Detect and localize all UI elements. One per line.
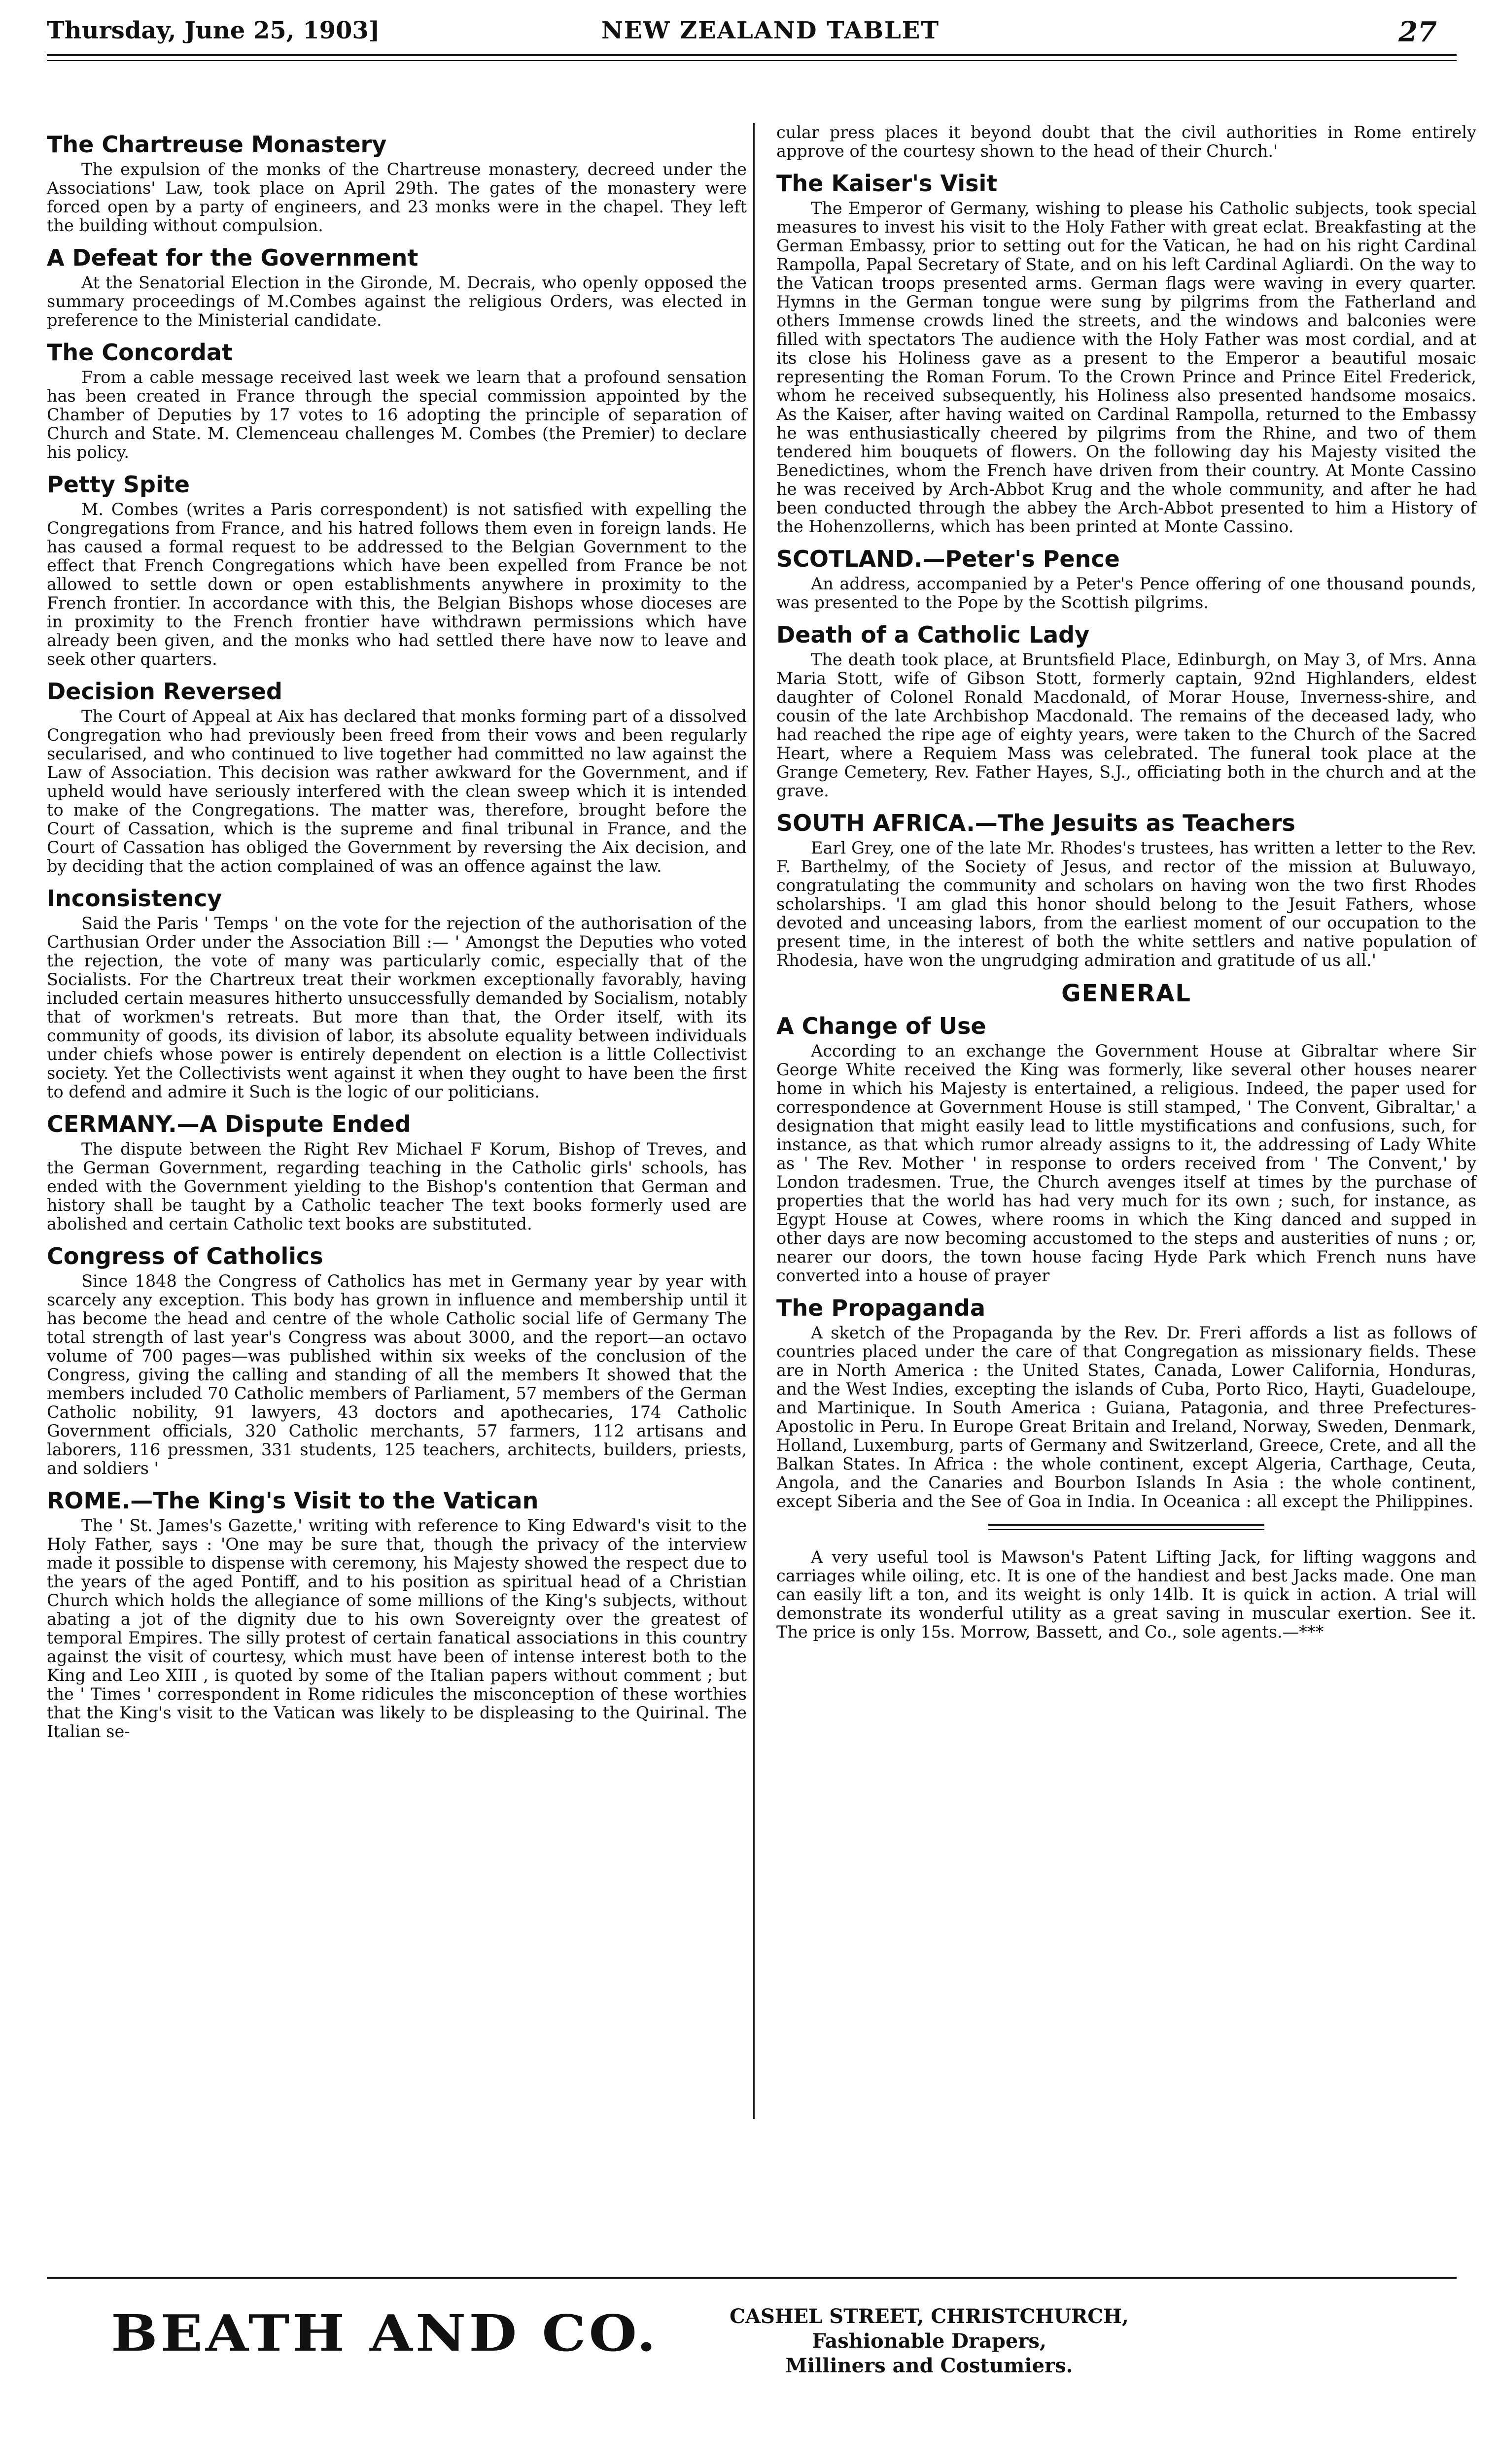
article-heading: Decision Reversed	[47, 678, 282, 705]
article-heading: CERMANY.—A Dispute Ended	[47, 1111, 411, 1137]
article-heading: The Kaiser's Visit	[776, 170, 998, 197]
article-heading: Congress of Catholics	[47, 1243, 323, 1269]
advertiser-details	[683, 2304, 1176, 2378]
advertiser-address: CASHEL STREET, CHRISTCHURCH, Fashionable Drapers,	[730, 2305, 1129, 2353]
article-body: M. Combes (writes a Paris correspondent) is not satisfied with expelling the Congregations from France, and his hatred follows them even in foreign lands. He has caused a formal request to be addressed to the Belgian Government to the effect that French Congregations which have been expelled from France be not allowed to settle down or open establishments anywhere in proximity to the French frontier. In accordance with this, the Belgian Bishops whose dioceses are in proximity to the French frontier have withdrawn permissions which have already been given, and the monks who had settled there have now to leave and seek other quarters.	[47, 500, 747, 669]
page-number: 27	[1398, 16, 1437, 48]
article-body: The ' St. James's Gazette,' writing with reference to King Edward's visit to the Holy Father, says : 'One may be sure that, though the privacy of the interview made it possible to dispense with ceremony, his Majesty showed the respect due to the years of the aged Pontiff, and to his position as spiritual head of a Christian Church which holds the allegiance of some millions of the King's subjects, without abating a jot of the dignity due to his own Sovereignty over the greatest of temporal Empires. The silly protest of certain fanatical associations in this country against the visit of courtesy, which must have been of intense interest both to the King and Leo XIII , is quoted by some of the Italian papers without comment ; but the ' Times ' correspondent in Rome ridicules the misconception of these worthies that the King's visit to the Vatican was likely to be displeasing to the Quirinal. The Italian se-	[47, 1516, 747, 1741]
article	[47, 678, 747, 876]
article-heading: The Chartreuse Monastery	[47, 131, 387, 158]
newspaper-title: NEW ZEALAND TABLET	[601, 17, 940, 44]
article-body: Said the Paris ' Temps ' on the vote for the rejection of the authorisation of the Carthusian Order under the Association Bill :— ' Amongst the Deputies who voted the rejection, the vote of many was particularly comic, especially that of the Socialists. For the Chartreux treat their workmen exceptionally favorably, having included certain measures hitherto unsuccessfully demanded by Socialism, notably that of workmen's retreats. But more than that, the Order itself, with its community of goods, its division of labor, its absolute equality between individuals under chiefs whose power is entirely dependent on election is a little Collectivist society. Yet the Collectivists went against it when they ought to have been the first to defend and admire it Such is the logic of our politicians.	[47, 914, 747, 1101]
article-body: From a cable message received last week we learn that a profound sensation has been created in France through the special commission appointed by the Chamber of Deputies by 17 votes to 16 adopting the principle of separation of Church and State. M. Clemenceau challenges M. Combes (the Premier) to declare his policy.	[47, 368, 747, 462]
article-continuation	[776, 123, 1476, 161]
article	[47, 885, 747, 1101]
section-rule	[988, 1524, 1264, 1530]
article	[47, 244, 747, 330]
article-heading: A Change of Use	[776, 1013, 986, 1039]
footer-advertisement	[47, 2287, 1457, 2434]
footer-rule	[47, 2277, 1457, 2279]
article-body: Since 1848 the Congress of Catholics has met in Germany year by year with scarcely any exception. This body has grown in influence and membership until it has become the head and centre of the whole Catholic social life of Germany The total strength of last year's Congress was about 3000, and the report—an octavo volume of 700 pages—was published within six weeks of the conclusion of the Congress, giving the calling and standing of all the members It showed that the members included 70 Catholic members of Parliament, 57 members of the German Catholic nobility, 91 lawyers, 43 doctors and apothecaries, 174 Catholic Government officials, 320 Catholic merchants, 57 farmers, 112 artisans and laborers, 116 pressmen, 331 students, 125 teachers, architects, builders, priests, and soldiers '	[47, 1271, 747, 1478]
article-heading: A Defeat for the Government	[47, 244, 418, 271]
masthead-rule	[47, 54, 1457, 61]
advertiser-name: BEATH AND CO.	[111, 2304, 659, 2363]
article	[776, 809, 1476, 970]
article	[47, 131, 747, 235]
article	[776, 621, 1476, 800]
article	[776, 170, 1476, 536]
continued-text: cular press places it beyond doubt that the civil authorities in Rome entirely approve of the courtesy shown to the head of their Church.'	[776, 123, 1476, 161]
right-column	[776, 123, 1476, 1650]
article	[47, 1110, 747, 1233]
article	[776, 1294, 1476, 1511]
article	[47, 339, 747, 462]
article-body: The dispute between the Right Rev Michael F Korum, Bishop of Treves, and the German Government, regarding teaching in the Catholic girls' schools, has ended with the Government yielding to the Bishop's contention that German and history shall be taught by a Catholic teacher The text books formerly used are abolished and certain Catholic text books are substituted.	[47, 1139, 747, 1233]
left-column	[47, 131, 747, 1750]
article	[47, 1242, 747, 1478]
article	[47, 1487, 747, 1741]
section-heading: GENERAL	[1061, 980, 1191, 1007]
masthead	[47, 11, 1457, 53]
article-heading: Petty Spite	[47, 471, 190, 498]
article-heading: Inconsistency	[47, 885, 222, 912]
article-heading: ROME.—The King's Visit to the Vatican	[47, 1487, 539, 1514]
advertiser-trade: Milliners and Costumiers.	[785, 2354, 1073, 2377]
article-body: A sketch of the Propaganda by the Rev. Dr. Freri affords a list as follows of countries placed under the care of that Congregation as missionary fields. These are in North America : the United States, Canada, Lower California, Honduras, and the West Indies, excepting the islands of Cuba, Porto Rico, Hayti, Guadeloupe, and Martinique. In South America : Guiana, Patagonia, and three Prefectures-Apostolic in Peru. In Europe Great Britain and Ireland, Norway, Sweden, Denmark, Holland, Luxemburg, parts of Germany and Switzerland, Greece, Crete, and all the Balkan States. In Africa : the whole continent, except Algeria, Carthage, Ceuta, Angola, and the Canaries and Bourbon Islands In Asia : the whole continent, except Siberia and the See of Goa in India. In Oceanica : all except the Philippines.	[776, 1323, 1476, 1511]
article-heading: SOUTH AFRICA.—The Jesuits as Teachers	[776, 810, 1295, 836]
article-body: An address, accompanied by a Peter's Pence offering of one thousand pounds, was presented to the Pope by the Scottish pilgrims.	[776, 574, 1476, 612]
article	[776, 1012, 1476, 1285]
notice-text: A very useful tool is Mawson's Patent Lifting Jack, for lifting waggons and carriages while oiling, etc. It is one of the handiest and best Jacks made. One man can easily lift a ton, and its weight is only 14lb. It is quick in action. A trial will demonstrate its wonderful utility as a great saving in muscular exertion. See it. The price is only 15s. Morrow, Bassett, and Co., sole agents.—***	[776, 1547, 1476, 1642]
article-body: The Court of Appeal at Aix has declared that monks forming part of a dissolved Congregation who had previously been freed from their vows and been regularly secularised, and who continued to live together had committed no law against the Law of Association. This decision was rather awkward for the Government, and if upheld would have seriously interfered with the clean sweep which it is intended to make of the Congregations. The matter was, therefore, brought before the Court of Cassation, which is the supreme and final tribunal in France, and the Court of Cassation has obliged the Government by reversing the Aix decision, and by deciding that the action complained of was an offence against the law.	[47, 707, 747, 876]
article-body: The death took place, at Bruntsfield Place, Edinburgh, on May 3, of Mrs. Anna Maria Stott, wife of Gibson Stott, formerly captain, 92nd Highlanders, eldest daughter of Colonel Ronald Macdonald, of Morar House, Inverness-shire, and cousin of the late Archbishop Macdonald. The remains of the deceased lady, who had reached the ripe age of eighty years, were taken to the Church of the Sacred Heart, where a Requiem Mass was celebrated. The funeral took place at the Grange Cemetery, Rev. Father Hayes, S.J., officiating both in the church and at the grave.	[776, 650, 1476, 800]
column-divider	[753, 123, 755, 2119]
issue-date: Thursday, June 25, 1903]	[47, 17, 380, 44]
article-heading: Death of a Catholic Lady	[776, 621, 1090, 648]
article-body: The expulsion of the monks of the Chartreuse monastery, decreed under the Associations' Law, took place on April 29th. The gates of the monastery were forced open by a party of engineers, and 23 monks were in the chapel. They left the building without compulsion.	[47, 160, 747, 235]
article-body: Earl Grey, one of the late Mr. Rhodes's trustees, has written a letter to the Rev. F. Barthelmy, of the Society of Jesus, and rector of the mission at Buluwayo, congratulating the community and scholars on having won the two first Rhodes scholarships. 'I am glad this honor should belong to the Jesuit Fathers, whose devoted and unceasing labors, from the earliest moment of our occupation to the present time, in the interest of both the white settlers and native population of Rhodesia, have won the ungrudging admiration and gratitude of us all.'	[776, 838, 1476, 970]
article-body: According to an exchange the Government House at Gibraltar where Sir George White received the King was formerly, like several other houses nearer home in which his Majesty is entertained, a religious. Indeed, the paper used for correspondence at Government House is still stamped, ' The Convent, Gibraltar,' a designation that might easily lead to little mystifications and confusions, such, for instance, as that which rumor already assigns to it, the addressing of Lady White as ' The Rev. Mother ' in response to orders received from ' The Convent,' by London tradesmen. True, the Church avenges itself at times by the purchase of properties that the world has had very much for its own ; such, for instance, as Egypt House at Cowes, where rooms in which the King danced and supped in other days are now becoming accustomed to the steps and austerities of nuns ; or, nearer our doors, the town house facing Hyde Park which French nuns have converted into a house of prayer	[776, 1041, 1476, 1285]
article-body: At the Senatorial Election in the Gironde, M. Decrais, who openly opposed the summary proceedings of M.Combes against the religious Orders, was elected in preference to the Ministerial candidate.	[47, 273, 747, 330]
article-heading: SCOTLAND.—Peter's Pence	[776, 546, 1120, 572]
article-body: The Emperor of Germany, wishing to please his Catholic subjects, took special measures to invest his visit to the Holy Father with great eclat. Breakfasting at the German Embassy, prior to setting out for the Vatican, he had on his right Cardinal Rampolla, Papal Secretary of State, and on his left Cardinal Agliardi. On the way to the Vatican troops presented arms. German flags were waving in every quarter. Hymns in the German tongue were sung by pilgrims from the Fatherland and others Immense crowds lined the streets, and the windows and balconies were filled with spectators The audience with the Holy Father was most cordial, and at its close his Holiness gave as a present to the Emperor a beautiful mosaic representing the Roman Forum. To the Crown Prince and Prince Eitel Frederick, whom he received subsequently, his Holiness also presented handsome mosaics. As the Kaiser, after having waited on Cardinal Rampolla, returned to the Embassy he was enthusiastically cheered by pilgrims from the Rhine, and two of them tendered him bouquets of flowers. On the following day his Majesty visited the Benedictines, whom the French have driven from their country. At Monte Cassino he was received by Arch-Abbot Krug and the whole community, and after he had been conducted through the abbey the Arch-Abbot presented to him a History of the Hohenzollerns, which has been printed at Monte Cassino.	[776, 199, 1476, 536]
article-heading: The Propaganda	[776, 1295, 985, 1321]
notice	[776, 1548, 1476, 1642]
article	[47, 471, 747, 669]
article-heading: The Concordat	[47, 339, 233, 366]
article	[776, 545, 1476, 612]
